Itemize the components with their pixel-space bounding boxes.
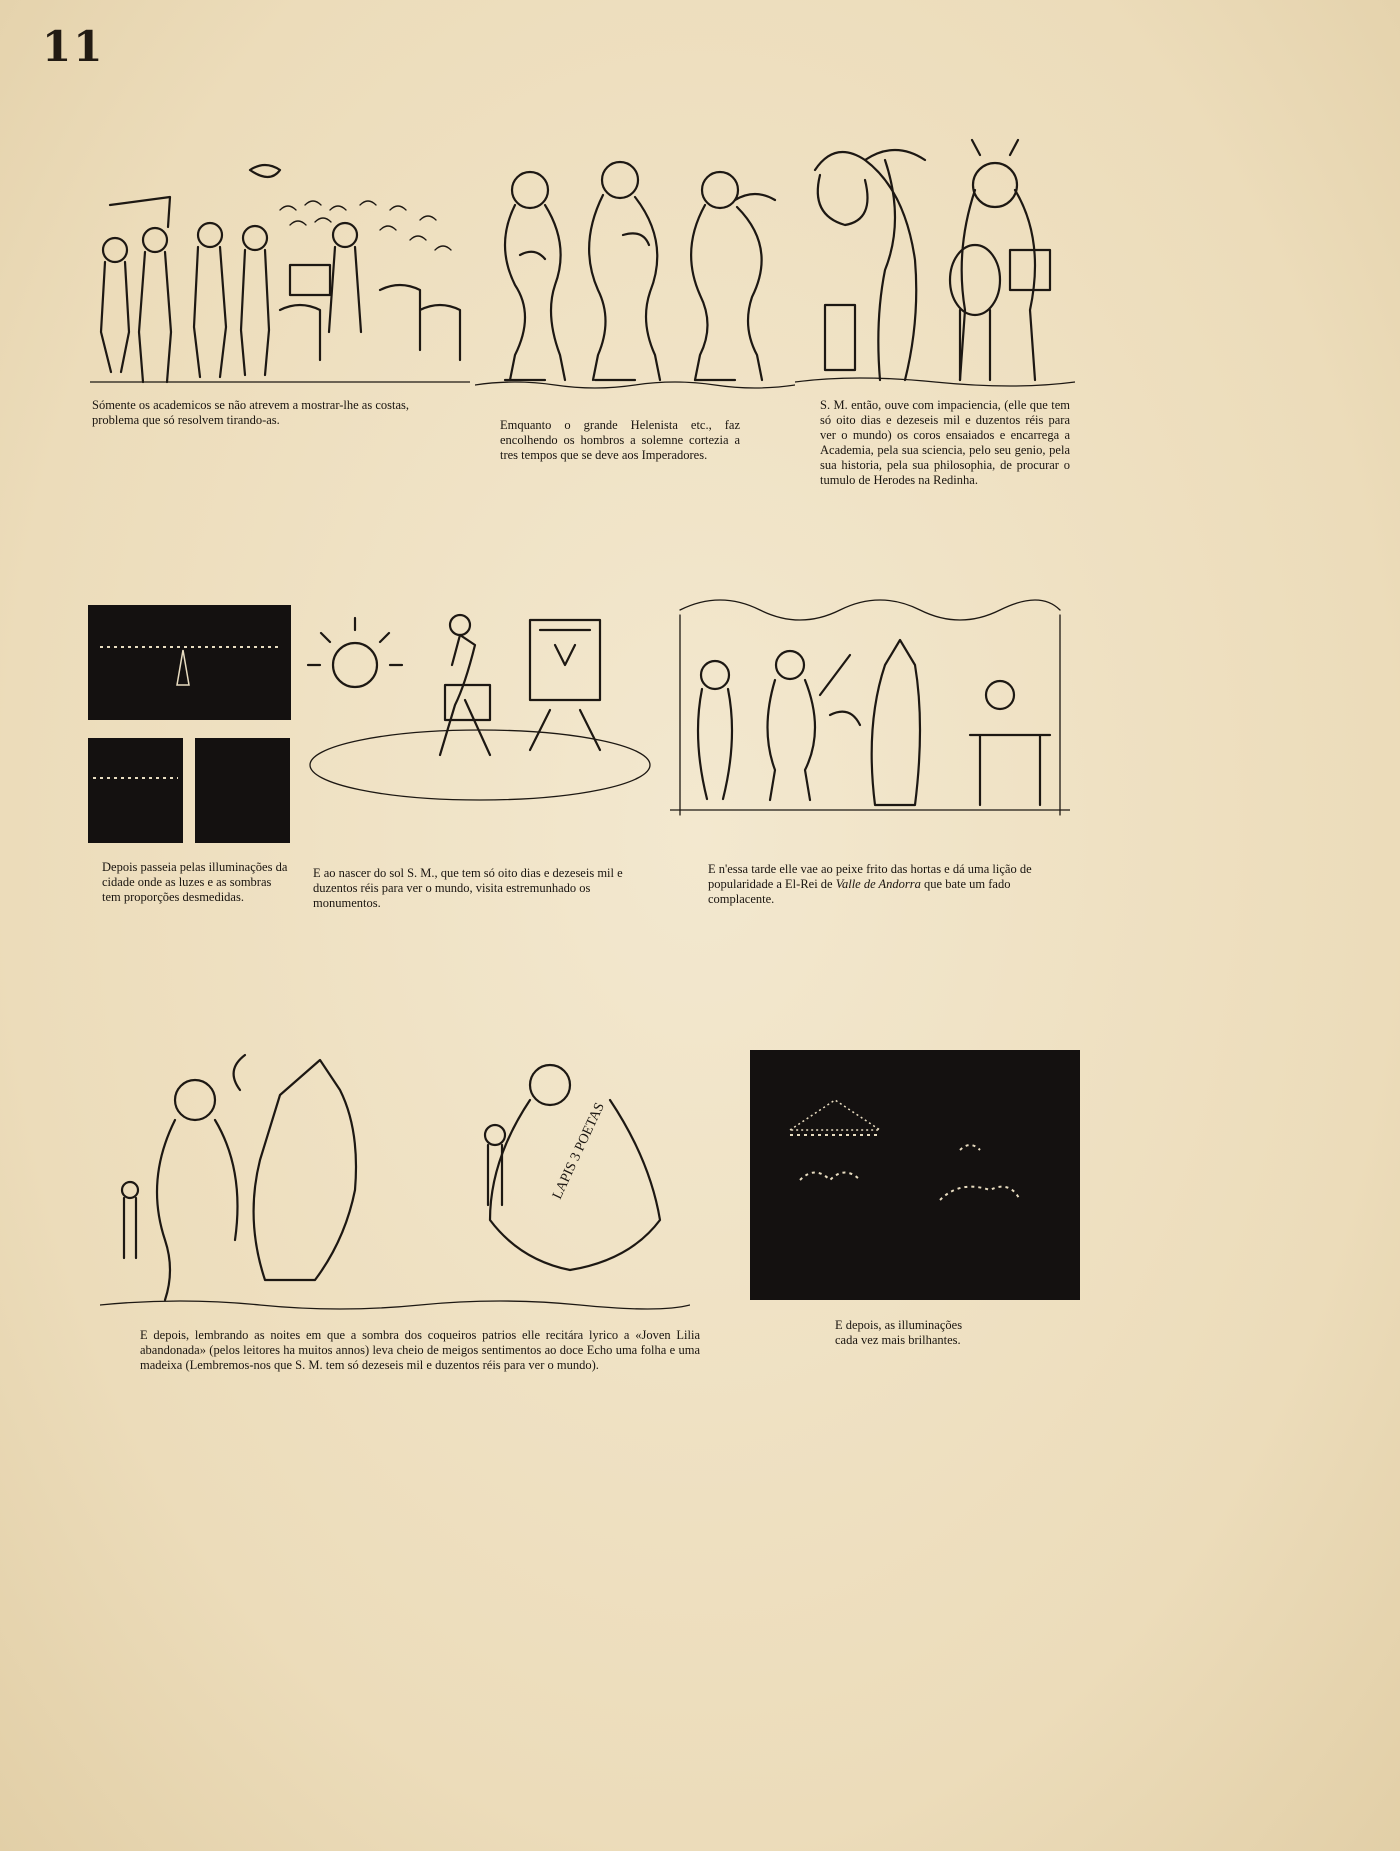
illumination-block-top bbox=[88, 605, 291, 720]
illumination-block-large bbox=[750, 1050, 1080, 1300]
illumination-block-right bbox=[195, 738, 290, 843]
illustration-helenista-bowing bbox=[475, 145, 795, 395]
caption-brighter-illuminations: E depois, as illuminações cada vez mais brilhantes. bbox=[835, 1318, 963, 1347]
caption-echo: E depois, lembrando as noites em que a sombra dos coqueiros patrios elle recitára lyrico a «Joven Lilia abandonada» (pelos leitores ha muitos annos) leva cheio de meigos sentimentos ao doce Echo uma folha e uma madeixa (Lembremos-nos que S. M. tem só dezeseis mil e duzentos réis para ver o mundo). bbox=[140, 1328, 700, 1372]
illustration-peixe-frito-fado bbox=[670, 585, 1070, 825]
illustration-emperor-impatient bbox=[795, 130, 1075, 390]
caption-fado-place: Valle de Andorra bbox=[835, 877, 921, 891]
illustration-academics bbox=[90, 150, 470, 390]
caption-fado-part-b: que bate um fado complacente. bbox=[708, 877, 1011, 906]
caption-illuminations: Depois passeia pelas illuminações da cidade onde as luzes e as sombras tem proporções desmedidas. bbox=[102, 860, 288, 904]
illustration-sunrise-monuments bbox=[300, 590, 655, 810]
caption-emperor: S. M. então, ouve com impaciencia, (elle que tem só oito dias e dezeseis mil e duzentos réis para ver o mundo) os coros ensaiados e encarrega a Academia, pela sua sciencia, pelo seu genio, pela sua historia, pela sua philosophia, de procurar o tumulo de Herodes na Redinha. bbox=[820, 398, 1070, 487]
sack-label: LAPIS 3 POETAS bbox=[550, 1100, 608, 1202]
page-number: 11 bbox=[42, 22, 105, 71]
illustration-echo-lock-of-hair bbox=[100, 1050, 690, 1320]
caption-fado-part-a: E n'essa tarde elle vae ao peixe frito das hortas e dá uma lição de popularidade a El-Rei de bbox=[708, 862, 1032, 891]
caption-academics: Sómente os academicos se não atrevem a mostrar-lhe as costas, problema que só resolvem tirando-as. bbox=[92, 398, 409, 427]
illumination-block-left bbox=[88, 738, 183, 843]
caption-helenista: Emquanto o grande Helenista etc., faz encolhendo os hombros a solemne cortezia a tres tempos que se deve aos Imperadores. bbox=[500, 418, 740, 462]
caption-sunrise: E ao nascer do sol S. M., que tem só oito dias e dezeseis mil e duzentos réis para ver o mundo, visita estremunhado os monumentos. bbox=[313, 866, 623, 910]
caption-fado bbox=[708, 862, 1048, 907]
